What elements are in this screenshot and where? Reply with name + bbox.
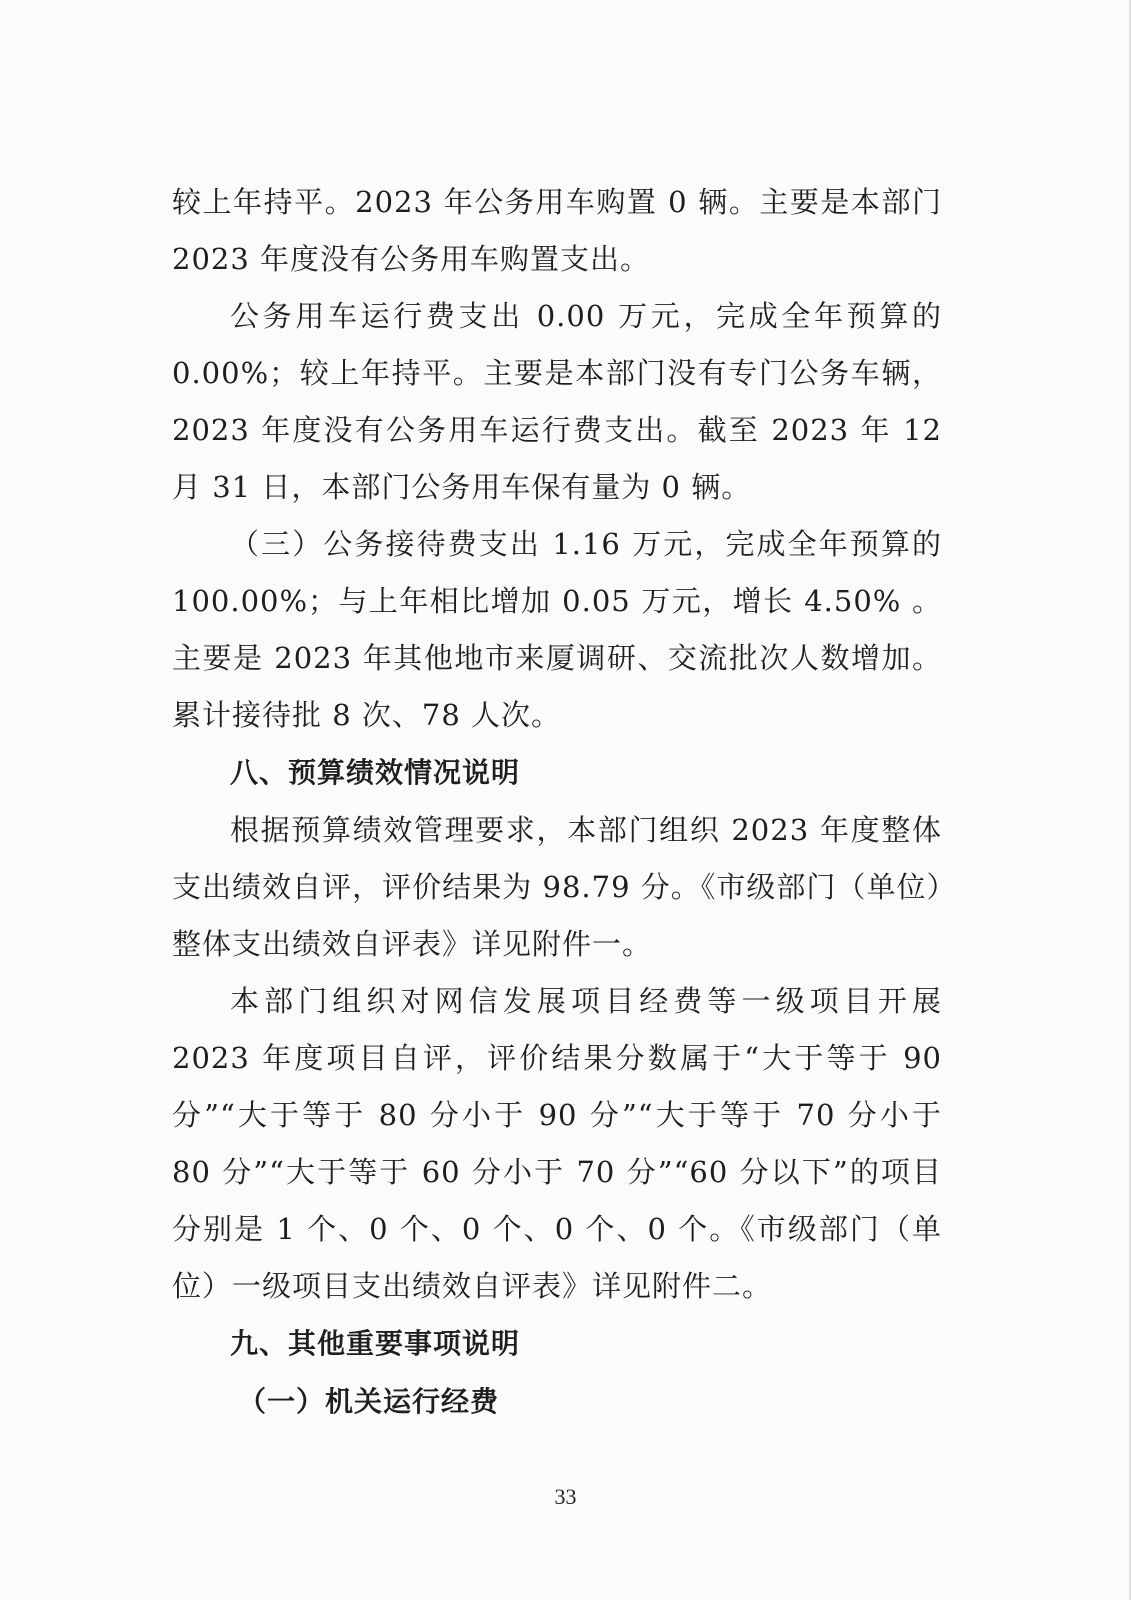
paragraph-overall-evaluation: 根据预算绩效管理要求，本部门组织 2023 年度整体支出绩效自评，评价结果为 98.79 分。《市级部门（单位）整体支出绩效自评表》详见附件一。: [172, 813, 942, 961]
section-heading-other-matters: 九、其他重要事项说明: [230, 1327, 521, 1360]
paragraph-reception-expense: （三）公务接待费支出 1.16 万元，完成全年预算的 100.00%；与上年相比增加 0.05 万元，增长 4.50% 。主要是 2023 年其他地市来厦调研、交流批次人数增加。累计接待批 8 次、78 人次。: [172, 527, 942, 732]
paragraph-vehicle-purchase: 较上年持平。2023 年公务用车购置 0 辆。主要是本部门 2023 年度没有公务用车购置支出。: [172, 185, 942, 276]
paragraph-vehicle-operation: 公务用车运行费支出 0.00 万元，完成全年预算的 0.00%；较上年持平。主要是本部门没有专门公务车辆，2023 年度没有公务用车运行费支出。截至 2023 年 12 月 31 日，本部门公务用车保有量为 0 辆。: [172, 299, 942, 504]
section-heading-performance: 八、预算绩效情况说明: [230, 756, 521, 789]
page-number: 33: [554, 1484, 577, 1509]
subsection-heading-operating-funds: （一）机关运行经费: [238, 1385, 500, 1418]
document-body: [172, 174, 942, 1431]
paragraph-project-evaluation: 本部门组织对网信发展项目经费等一级项目开展 2023 年度项目自评，评价结果分数属于“大于等于 90 分”“大于等于 80 分小于 90 分”“大于等于 70 分小于 80 分”“大于等于 60 分小于 70 分”“60 分以下”的项目分别是 1 个、0 个、0 个、0 个、0 个。《市级部门（单位）一级项目支出绩效自评表》详见附件二。: [172, 984, 942, 1303]
